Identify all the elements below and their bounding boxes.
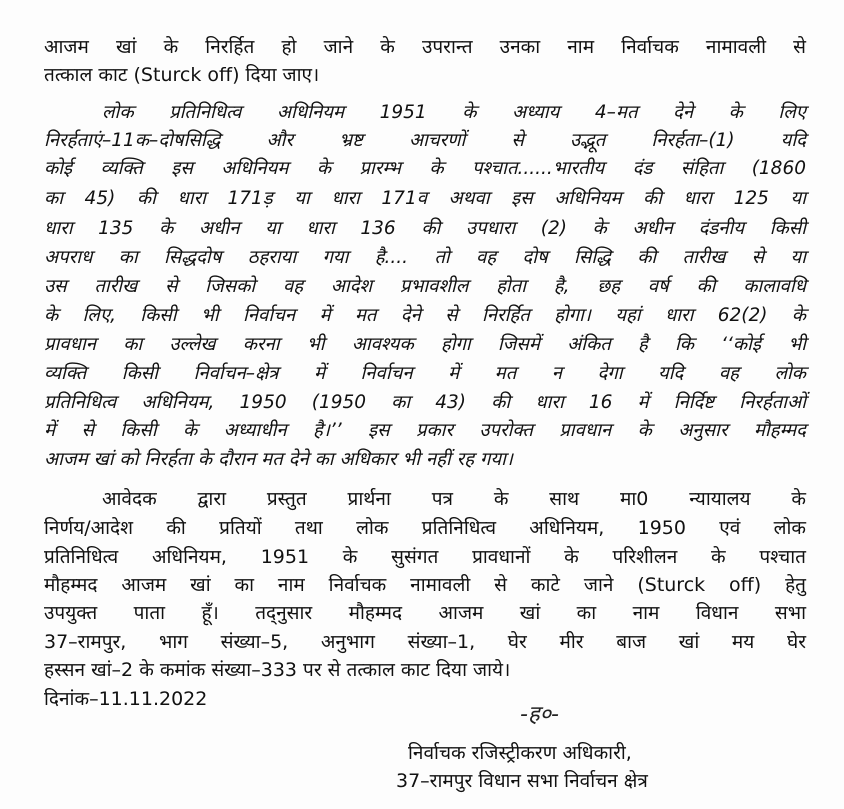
paragraph3-line: आवेदक द्वारा प्रस्तुत प्रार्थना पत्र के साथ मा0 न्यायालय के: [102, 488, 806, 510]
paragraph2-line: उस तारीख से जिसको वह आदेश प्रभावशील होता है, छह वर्ष की कालावधि: [44, 276, 806, 297]
document-date: दिनांक–11.11.2022: [44, 688, 208, 710]
paragraph2-line: प्रतिनिधित्व अधिनियम, 1950 (1950 का 43) की धारा 16 में निर्दिष्ट निरर्हताओं: [44, 392, 806, 413]
paragraph1-line: आजम खां के निरर्हित हो जाने के उपरान्त उनका नाम निर्वाचक नामावली से: [44, 36, 806, 58]
signature-mark: -ह०-: [520, 702, 559, 727]
paragraph2-line: लोक प्रतिनिधित्व अधिनियम 1951 के अध्याय 4–मत देने के लिए: [102, 102, 806, 123]
paragraph3-line: प्रतिनिधित्व अधिनियम, 1951 के सुसंगत प्रावधानों के परिशीलन के पश्चात: [44, 546, 806, 568]
paragraph2-line: का 45) की धारा 171ड़ या धारा 171व अथवा इस अधिनियम की धारा 125 या: [44, 188, 806, 209]
paragraph3-line: उपयुक्त पाता हूँ। तद्नुसार मौहम्मद आजम खां का नाम विधान सभा: [44, 602, 806, 624]
paragraph2-line: अपराध का सिद्धदोष ठहराया गया है.... तो वह दोष सिद्धि की तारीख से या: [44, 247, 806, 268]
paragraph2-line: प्रावधान का उल्लेख करना भी आवश्यक होगा जिसमें अंकित है कि ‘‘कोई भी: [44, 334, 806, 355]
paragraph2-line: में से किसी के अध्याधीन है।’’ इस प्रकार उपरोक्त प्रावधान के अनुसार मौहम्मद: [44, 420, 806, 441]
paragraph3-line: 37–रामपुर, भाग संख्या–5, अनुभाग संख्या–1, घेर मीर बाज खां मय घेर: [44, 631, 806, 653]
paragraph2-line: निरर्हताएं–11क–दोषसिद्धि और भ्रष्ट आचरणों से उद्भूत निरर्हता–(1) यदि: [44, 130, 806, 151]
paragraph2-line: व्यक्ति किसी निर्वाचन–क्षेत्र में निर्वाचन में मत न देगा यदि वह लोक: [44, 363, 806, 384]
paragraph2-line: आजम खां को निरर्हता के दौरान मत देने का अधिकार भी नहीं रह गया।: [44, 449, 513, 470]
paragraph3-line: निर्णय/आदेश की प्रतियों तथा लोक प्रतिनिधित्व अधिनियम, 1950 एवं लोक: [44, 517, 806, 539]
paragraph2-line: कोई व्यक्ति इस अधिनियम के प्रारम्भ के पश्चात......भारतीय दंड संहिता (1860: [44, 158, 806, 179]
paragraph2-line: धारा 135 के अधीन या धारा 136 की उपधारा (2) के अधीन दंडनीय किसी: [44, 218, 806, 239]
signatory-constituency: 37–रामपुर विधान सभा निर्वाचन क्षेत्र: [396, 770, 648, 792]
paragraph2-line: के लिए, किसी भी निर्वाचन में मत देने से निरर्हित होगा। यहां धारा 62(2) के: [44, 305, 806, 326]
signatory-designation: निर्वाचक रजिस्ट्रीकरण अधिकारी,: [408, 742, 632, 764]
paragraph1-line: तत्काल काट (Sturck off) दिया जाए।: [44, 64, 320, 86]
paragraph3-line: हस्सन खां–2 के कमांक संख्या–333 पर से तत्काल काट दिया जाये।: [44, 659, 511, 681]
paragraph3-line: मौहम्मद आजम खां का नाम निर्वाचक नामावली से काटे जाने (Sturck off) हेतु: [44, 574, 806, 596]
